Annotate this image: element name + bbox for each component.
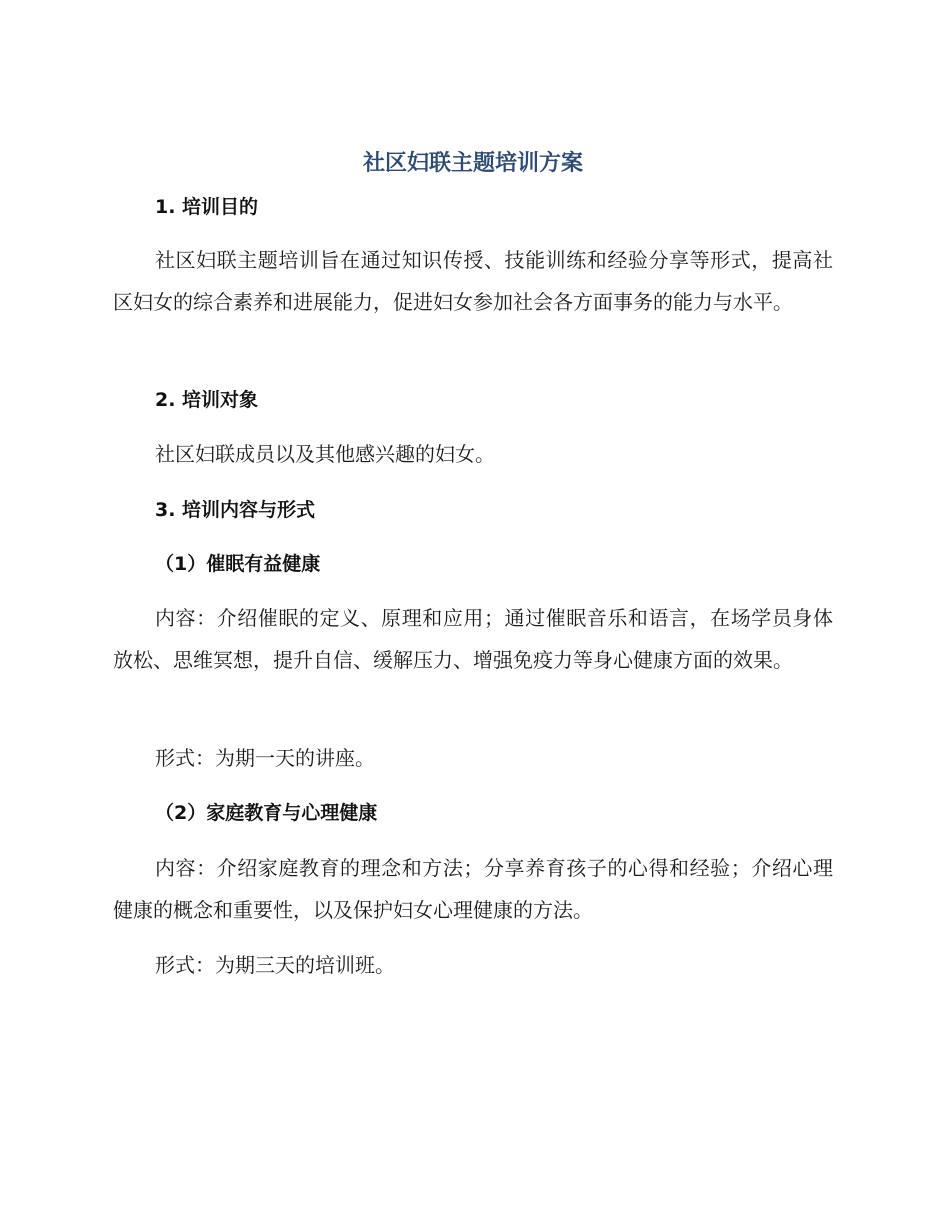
document-title: 社区妇联主题培训方案 [362,151,583,176]
section-heading-purpose: 1. 培训目的 [155,196,259,218]
section-heading-content-form: 3. 培训内容与形式 [155,499,316,521]
subsection-form-hypnosis: 形式：为期一天的讲座。 [155,746,375,770]
subsection-content-family-education: 内容：介绍家庭教育的理念和方法；分享养育孩子的心得和经验；介绍心理健康的概念和重要性，以及保护妇女心理健康的方法。 [113,856,833,922]
section-heading-audience: 2. 培训对象 [155,389,259,411]
subsection-heading-family-education: （2）家庭教育与心理健康 [155,802,378,824]
section-paragraph-audience: 社区妇联成员以及其他感兴趣的妇女。 [155,442,495,466]
subsection-content-hypnosis: 内容：介绍催眠的定义、原理和应用；通过催眠音乐和语言，在场学员身体放松、思维冥想，提升自信、缓解压力、增强免疫力等身心健康方面的效果。 [113,606,833,672]
subsection-form-family-education: 形式：为期三天的培训班。 [155,953,395,977]
section-paragraph-purpose: 社区妇联主题培训旨在通过知识传授、技能训练和经验分享等形式，提高社区妇女的综合素养和进展能力，促进妇女参加社会各方面事务的能力与水平。 [113,248,833,314]
subsection-heading-hypnosis: （1）催眠有益健康 [155,553,321,575]
